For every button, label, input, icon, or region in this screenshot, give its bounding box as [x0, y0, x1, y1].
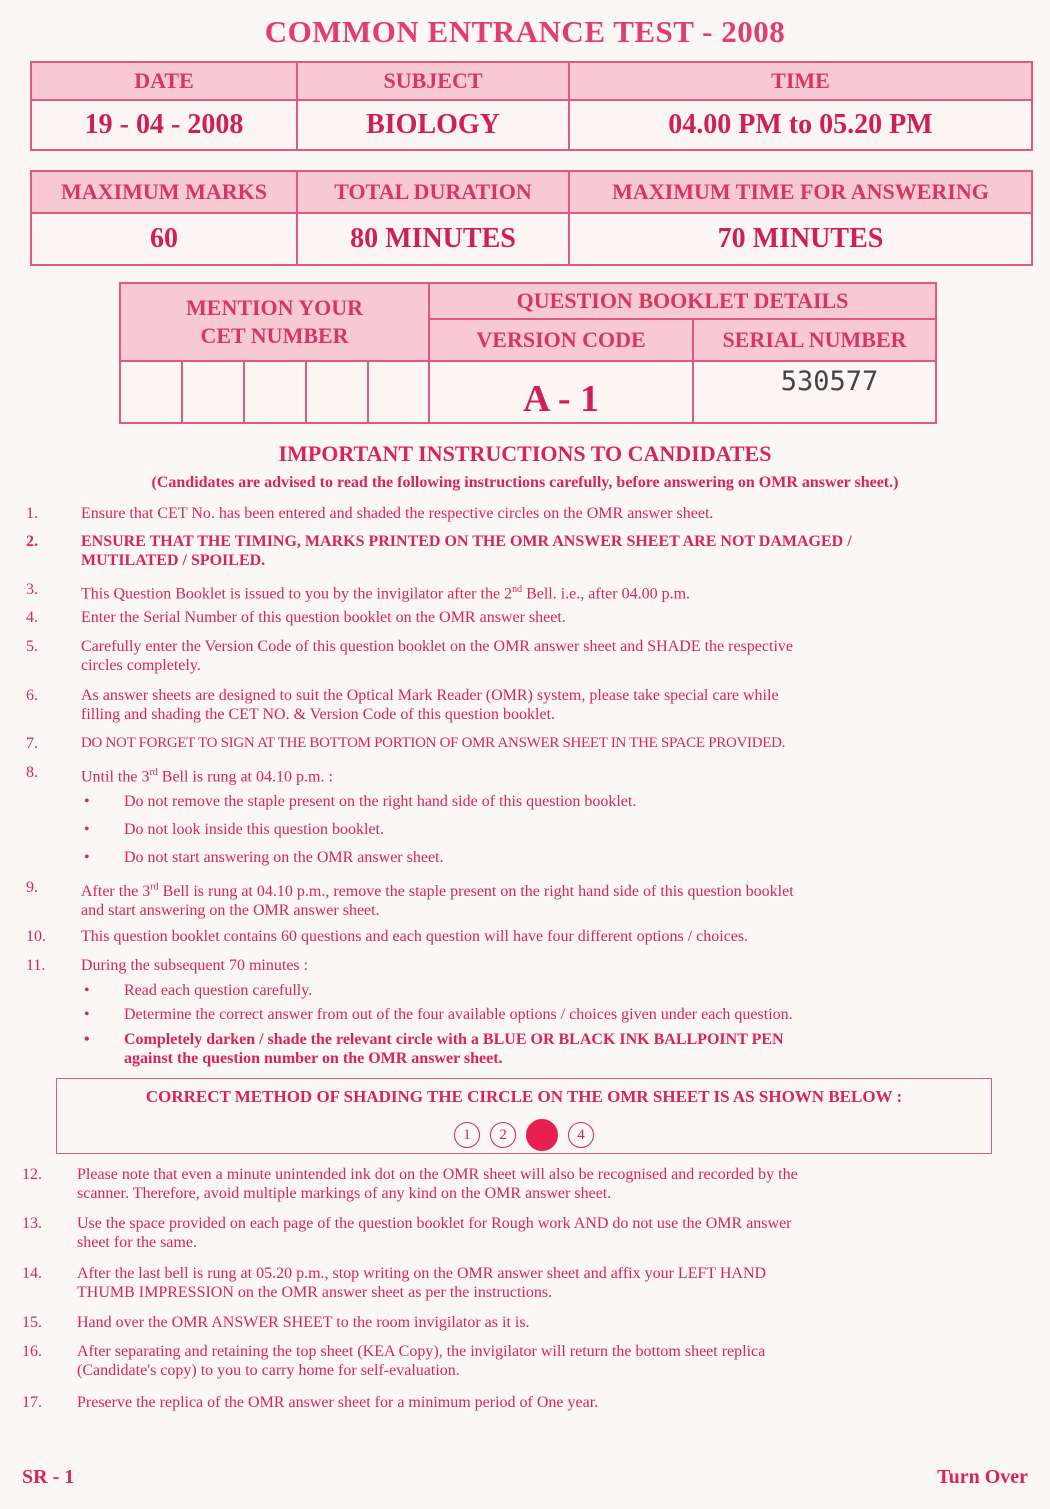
instruction-number: 6.	[26, 687, 38, 704]
page-title: COMMON ENTRANCE TEST - 2008	[264, 14, 786, 49]
bullet-glyph: •	[84, 982, 90, 999]
booklet-details-table	[119, 282, 937, 424]
instruction-number: 2.	[26, 533, 38, 550]
cet-digit-box[interactable]	[244, 361, 306, 423]
instruction-number: 8.	[26, 764, 38, 781]
max-time-value: 70 MINUTES	[569, 213, 1032, 265]
serial-number-value: 530577	[693, 361, 936, 423]
exam-info-table	[30, 61, 1033, 151]
cet-label-line-1: MENTION YOUR	[186, 295, 364, 320]
instruction-text: Hand over the OMR ANSWER SHEET to the room invigilator as it is.	[77, 1314, 530, 1331]
cet-digit-box[interactable]	[120, 361, 182, 423]
option-circle-4: 4	[568, 1122, 594, 1148]
instruction-number: 5.	[26, 638, 38, 655]
cet-digit-box[interactable]	[368, 361, 429, 423]
date-value: 19 - 04 - 2008	[31, 100, 297, 150]
instruction-number: 17.	[22, 1394, 42, 1411]
instruction-number: 7.	[26, 735, 38, 752]
bullet-glyph: •	[84, 1006, 90, 1023]
version-code-header: VERSION CODE	[429, 319, 693, 361]
date-header: DATE	[31, 62, 297, 100]
time-value: 04.00 PM to 05.20 PM	[569, 100, 1032, 150]
option-circle-2: 2	[490, 1122, 516, 1148]
subject-header: SUBJECT	[297, 62, 569, 100]
bullet-text: Determine the correct answer from out of the four available options / choices given under each question.	[124, 1006, 793, 1023]
marks-duration-table	[30, 170, 1033, 266]
bullet-text: Do not start answering on the OMR answer sheet.	[124, 849, 444, 866]
serial-number-header: SERIAL NUMBER	[693, 319, 936, 361]
bullet-text: Read each question carefully.	[124, 982, 313, 999]
subject-value: BIOLOGY	[297, 100, 569, 150]
bullet-text: Do not look inside this question booklet.	[124, 821, 384, 838]
instruction-text: Please note that even a minute unintended ink dot on the OMR sheet will also be recognised and recorded by the scanner. Therefore, avoid multiple markings of any kind on the OMR answer sheet.	[77, 1166, 798, 1202]
shading-circles	[57, 1119, 991, 1151]
version-code-value: A - 1	[429, 361, 693, 423]
total-duration-value: 80 MINUTES	[297, 213, 569, 265]
instruction-number: 9.	[26, 879, 38, 896]
cet-digit-box[interactable]	[306, 361, 368, 423]
instruction-text: As answer sheets are designed to suit the Optical Mark Reader (OMR) system, please take special care while filling and shading the CET NO. & Version Code of this question booklet.	[81, 687, 779, 723]
instruction-text: During the subsequent 70 minutes :	[81, 957, 309, 974]
instruction-number: 12.	[22, 1166, 42, 1183]
option-circle-1: 1	[454, 1122, 480, 1148]
instruction-text: DO NOT FORGET TO SIGN AT THE BOTTOM PORTION OF OMR ANSWER SHEET IN THE SPACE PROVIDED.	[81, 735, 786, 751]
instruction-text: Ensure that CET No. has been entered and shaded the respective circles on the OMR answer sheet.	[81, 505, 714, 522]
max-time-header: MAXIMUM TIME FOR ANSWERING	[569, 171, 1032, 213]
instructions-subtitle: (Candidates are advised to read the following instructions carefully, before answering on OMR answer sheet.)	[151, 474, 899, 491]
max-marks-value: 60	[31, 213, 297, 265]
option-circle-shaded	[526, 1119, 558, 1151]
instruction-text: Carefully enter the Version Code of this question booklet on the OMR answer sheet and SHADE the respective circles completely.	[81, 638, 793, 674]
booklet-details-header: QUESTION BOOKLET DETAILS	[429, 283, 936, 319]
instruction-text: This question booklet contains 60 questions and each question will have four different options / choices.	[81, 928, 749, 945]
instruction-number: 15.	[22, 1314, 42, 1331]
instruction-text: Preserve the replica of the OMR answer sheet for a minimum period of One year.	[77, 1394, 599, 1411]
instruction-number: 11.	[26, 957, 46, 974]
bullet-glyph: •	[84, 849, 90, 866]
instruction-text: Until the 3rd Bell is rung at 04.10 p.m. :	[81, 767, 333, 786]
total-duration-header: TOTAL DURATION	[297, 171, 569, 213]
instruction-text: Enter the Serial Number of this question booklet on the OMR answer sheet.	[81, 609, 566, 626]
footer-page-code: SR - 1	[22, 1466, 75, 1488]
instruction-number: 3.	[26, 581, 38, 598]
cet-digit-box[interactable]	[182, 361, 244, 423]
instruction-number: 1.	[26, 505, 38, 522]
instruction-text: This Question Booklet is issued to you by the invigilator after the 2nd Bell. i.e., after 04.00 p.m.	[81, 584, 691, 603]
max-marks-header: MAXIMUM MARKS	[31, 171, 297, 213]
instructions-title: IMPORTANT INSTRUCTIONS TO CANDIDATES	[278, 441, 772, 466]
instruction-text: Use the space provided on each page of the question booklet for Rough work AND do not use the OMR answer sheet for the same.	[77, 1215, 792, 1251]
footer-turn-over: Turn Over	[937, 1466, 1028, 1488]
instruction-number: 16.	[22, 1343, 42, 1360]
instruction-text: After the 3rd Bell is rung at 04.10 p.m., remove the staple present on the right hand side of this question booklet and start answering on the OMR answer sheet.	[81, 882, 794, 920]
bullet-glyph: •	[84, 821, 90, 838]
bullet-glyph: •	[84, 793, 90, 810]
instruction-text: ENSURE THAT THE TIMING, MARKS PRINTED ON THE OMR ANSWER SHEET ARE NOT DAMAGED / MUTILATED / SPOILED.	[81, 533, 852, 569]
instruction-number: 4.	[26, 609, 38, 626]
instruction-number: 14.	[22, 1265, 42, 1282]
time-header: TIME	[569, 62, 1032, 100]
cet-label-line-2: CET NUMBER	[200, 323, 349, 348]
shading-example-box	[56, 1078, 992, 1154]
bullet-text: Do not remove the staple present on the right hand side of this question booklet.	[124, 793, 637, 810]
instruction-number: 13.	[22, 1215, 42, 1232]
bullet-glyph: •	[84, 1031, 90, 1048]
bullet-text: Completely darken / shade the relevant circle with a BLUE OR BLACK INK BALLPOINT PEN against the question number on the OMR answer sheet.	[124, 1031, 784, 1067]
instruction-text: After the last bell is rung at 05.20 p.m., stop writing on the OMR answer sheet and affix your LEFT HAND THUMB IMPRESSION on the OMR answer sheet as per the instructions.	[77, 1265, 767, 1301]
instruction-text: After separating and retaining the top sheet (KEA Copy), the invigilator will return the bottom sheet replica (Candidate's copy) to you to carry home for self-evaluation.	[77, 1343, 766, 1379]
shading-caption: CORRECT METHOD OF SHADING THE CIRCLE ON THE OMR SHEET IS AS SHOWN BELOW :	[145, 1087, 903, 1106]
instruction-number: 10.	[26, 928, 46, 945]
cet-number-label	[120, 283, 429, 361]
